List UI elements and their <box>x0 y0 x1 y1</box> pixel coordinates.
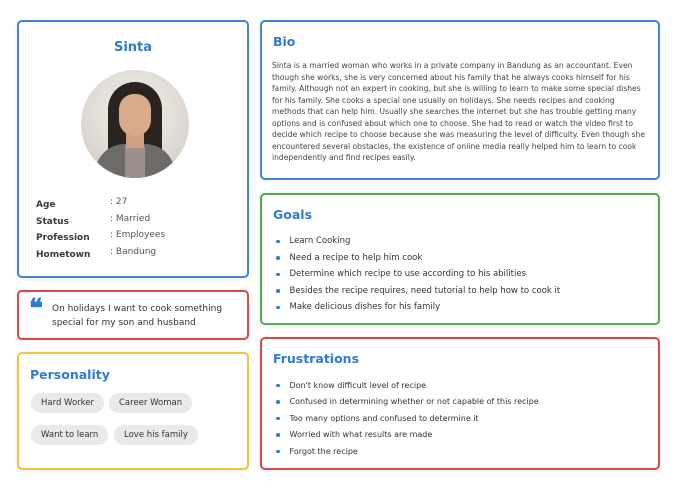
bullet-icon <box>276 450 280 454</box>
frustration-text: Don't know difficult level of recipe <box>289 380 427 390</box>
list-item <box>276 410 539 427</box>
list-item <box>276 233 560 250</box>
bullet-icon <box>276 433 280 437</box>
goal-text: Determine which recipe to use according to his abilities <box>289 269 526 280</box>
frustration-text: Confused in determining whether or not capable of this recipe <box>289 397 539 407</box>
profile-row-age <box>36 197 165 214</box>
profile-row-profession <box>36 230 165 247</box>
goal-text: Make delicious dishes for his family <box>289 302 441 313</box>
bullet-icon <box>276 273 280 277</box>
bullet-icon <box>276 400 280 404</box>
list-item <box>276 443 539 460</box>
bullet-icon <box>276 306 280 310</box>
personality-card <box>17 352 249 470</box>
frustrations-list <box>276 377 539 460</box>
goal-text: Need a recipe to help him cook <box>289 252 423 263</box>
profile-label: Age <box>36 200 56 210</box>
profile-value: : Bandung <box>110 246 157 257</box>
bullet-icon <box>276 417 280 421</box>
quote-text: On holidays I want to cook something special for my son and husband <box>52 304 223 328</box>
profile-info <box>36 197 165 263</box>
list-item <box>276 266 560 283</box>
bullet-icon <box>276 240 280 244</box>
frustration-text: Too many options and confused to determine it <box>289 413 479 423</box>
personality-tag: Hard Worker <box>31 393 104 413</box>
personality-title: Personality <box>30 367 110 382</box>
frustrations-card <box>260 337 660 470</box>
list-item <box>276 377 539 394</box>
goals-list <box>276 233 560 316</box>
profile-label: Hometown <box>36 249 91 260</box>
quote-icon: ❝ <box>29 294 43 324</box>
bio-title: Bio <box>273 34 296 49</box>
list-item <box>276 250 560 267</box>
frustration-text: Worried with what results are made <box>289 430 433 440</box>
list-item <box>276 394 539 411</box>
profile-value: : 27 <box>110 197 128 207</box>
list-item <box>276 427 539 444</box>
bio-text: Sinta is a married woman who works in a private company in Bandung as an accountant. Even though she works, she is very concerned about his family that he always cooks himself for his family. Although not an expert in cooking, but she is willing to learn to make some special dishes for his family. She cooks a special one usually on holidays. She needs recipes and cooking methods that can help him. Usually she searches the internet but she has trouble getting many options and is confused about which one to choose. She had to read or watch the video first to decide which recipe to choose because she was measuring the level of difficulty. Even though she encountered several obstacles, the existence of online media really helped him to learn to cook independently and find recipes easily. <box>272 61 646 162</box>
personality-tag: Love his family <box>114 425 198 445</box>
personality-tag: Career Woman <box>109 393 192 413</box>
avatar <box>81 70 189 178</box>
profile-card <box>17 20 249 278</box>
persona-name: Sinta <box>113 40 153 55</box>
profile-label: Profession <box>36 233 90 243</box>
frustrations-title: Frustrations <box>273 351 360 366</box>
goals-title: Goals <box>273 207 313 222</box>
bullet-icon <box>276 289 280 293</box>
personality-tag: Want to learn <box>31 425 108 445</box>
profile-row-hometown <box>36 247 165 264</box>
frustration-text: Forgot the recipe <box>289 446 358 456</box>
goals-card <box>260 193 660 325</box>
profile-value: : Married <box>110 213 151 224</box>
bullet-icon <box>276 256 280 260</box>
goal-text: Besides the recipe requires, need tutorial to help how to cook it <box>289 285 561 296</box>
goal-text: Learn Cooking <box>289 236 351 247</box>
list-item <box>276 283 560 300</box>
quote-card <box>17 290 249 340</box>
bio-card <box>260 20 660 180</box>
profile-row-status <box>36 214 165 231</box>
list-item <box>276 299 560 316</box>
profile-label: Status <box>36 216 69 227</box>
profile-value: : Employees <box>110 230 166 240</box>
bullet-icon <box>276 384 280 388</box>
